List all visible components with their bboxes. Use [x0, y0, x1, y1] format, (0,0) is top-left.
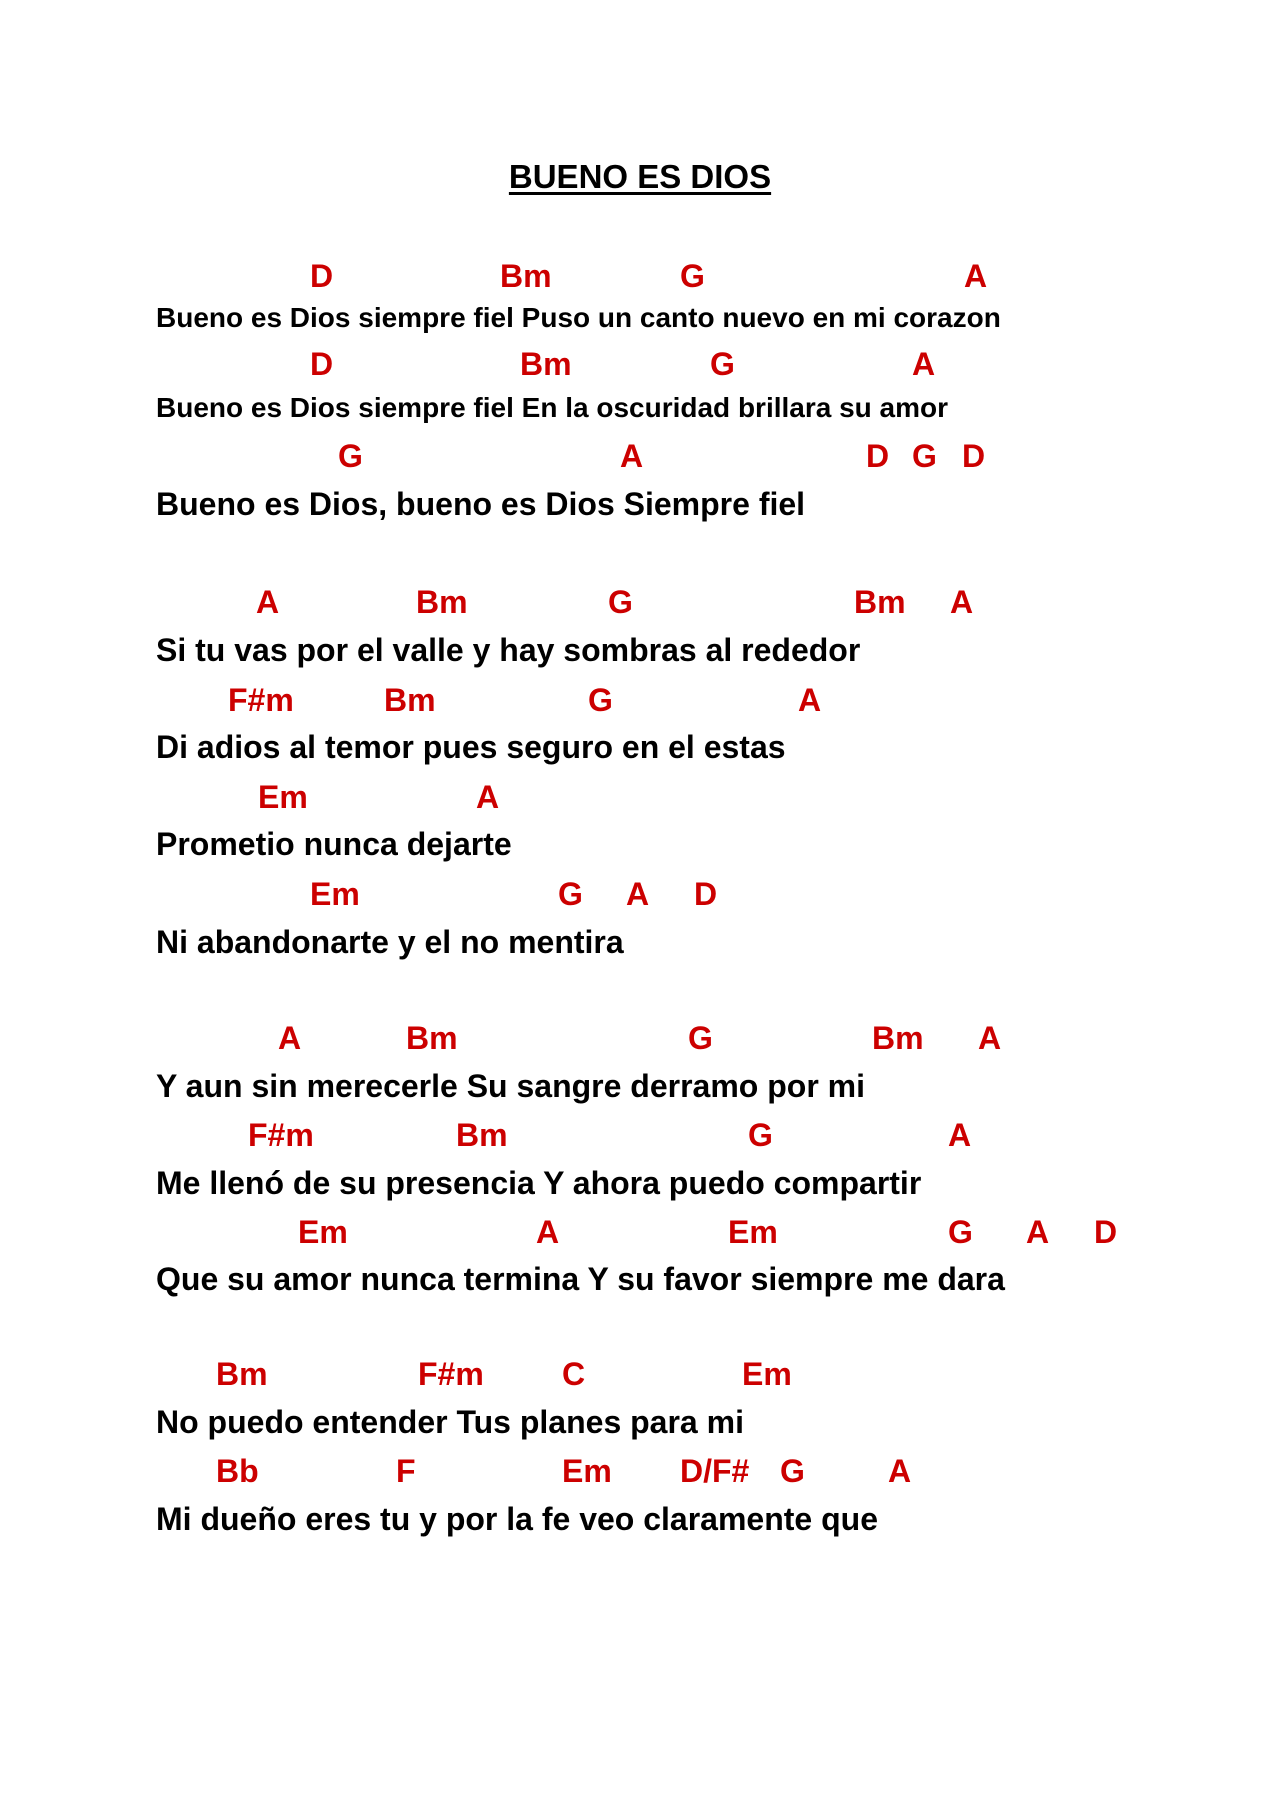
- lyric-line: Si tu vas por el valle y hay sombras al rededor: [156, 632, 861, 668]
- chord-label: Em: [310, 876, 360, 912]
- chord-label: Bm: [872, 1020, 924, 1056]
- chord-label: C: [562, 1356, 586, 1392]
- chord-label: D/F#: [680, 1453, 750, 1489]
- lyric-line: Bueno es Dios siempre fiel Puso un canto nuevo en mi corazon: [156, 302, 1001, 333]
- chord-label: D: [1094, 1214, 1118, 1250]
- chord-label: A: [536, 1214, 560, 1250]
- chord-label: A: [620, 438, 644, 474]
- chord-label: G: [780, 1453, 805, 1489]
- chord-label: A: [950, 584, 974, 620]
- chord-label: D: [310, 346, 334, 382]
- chord-label: A: [888, 1453, 912, 1489]
- chord-label: A: [256, 584, 280, 620]
- chord-label: G: [338, 438, 363, 474]
- chord-label: A: [626, 876, 650, 912]
- chord-label: G: [748, 1117, 773, 1153]
- chord-label: G: [710, 346, 735, 382]
- chord-label: G: [948, 1214, 973, 1250]
- lyric-line: Bueno es Dios, bueno es Dios Siempre fiel: [156, 486, 806, 522]
- chord-label: Bm: [384, 682, 436, 718]
- chord-label: F#m: [248, 1117, 314, 1153]
- lyric-line: Y aun sin merecerle Su sangre derramo por mi: [156, 1068, 866, 1104]
- chord-label: Bm: [520, 346, 572, 382]
- lyric-line: No puedo entender Tus planes para mi: [156, 1404, 744, 1440]
- chord-label: A: [948, 1117, 972, 1153]
- chord-label: Bm: [416, 584, 468, 620]
- chord-label: Bm: [456, 1117, 508, 1153]
- chord-label: F#m: [418, 1356, 484, 1392]
- lyric-line: Di adios al temor pues seguro en el estas: [156, 729, 786, 765]
- chord-label: A: [1026, 1214, 1050, 1250]
- chord-label: Bm: [216, 1356, 268, 1392]
- chord-label: Bm: [500, 258, 552, 294]
- chord-label: D: [694, 876, 718, 912]
- lyric-line: Prometio nunca dejarte: [156, 826, 512, 862]
- chord-label: Em: [728, 1214, 778, 1250]
- chord-label: A: [964, 258, 988, 294]
- chord-label: G: [688, 1020, 713, 1056]
- chord-label: F: [396, 1453, 416, 1489]
- chord-label: A: [278, 1020, 302, 1056]
- chord-label: D: [962, 438, 986, 474]
- lyric-line: Que su amor nunca termina Y su favor siempre me dara: [156, 1261, 1005, 1297]
- lyric-line: Ni abandonarte y el no mentira: [156, 924, 624, 960]
- song-title: BUENO ES DIOS: [508, 158, 772, 195]
- chord-label: A: [912, 346, 936, 382]
- chord-label: Em: [258, 779, 308, 815]
- lyric-line: Mi dueño eres tu y por la fe veo claramente que: [156, 1501, 878, 1537]
- chord-label: Bm: [406, 1020, 458, 1056]
- chord-label: Em: [562, 1453, 612, 1489]
- chord-label: Em: [298, 1214, 348, 1250]
- chord-label: F#m: [228, 682, 294, 718]
- chord-label: D: [866, 438, 890, 474]
- chord-label: A: [978, 1020, 1002, 1056]
- chord-label: G: [912, 438, 937, 474]
- chord-label: A: [798, 682, 822, 718]
- chord-label: Em: [742, 1356, 792, 1392]
- lyric-line: Bueno es Dios siempre fiel En la oscuridad brillara su amor: [156, 392, 949, 423]
- chord-label: Bm: [854, 584, 906, 620]
- lyric-line: Me llenó de su presencia Y ahora puedo compartir: [156, 1165, 922, 1201]
- chord-label: G: [680, 258, 705, 294]
- chord-label: Bb: [216, 1453, 259, 1489]
- chord-label: G: [608, 584, 633, 620]
- chord-label: A: [476, 779, 500, 815]
- chord-label: D: [310, 258, 334, 294]
- chord-label: G: [588, 682, 613, 718]
- chord-label: G: [558, 876, 583, 912]
